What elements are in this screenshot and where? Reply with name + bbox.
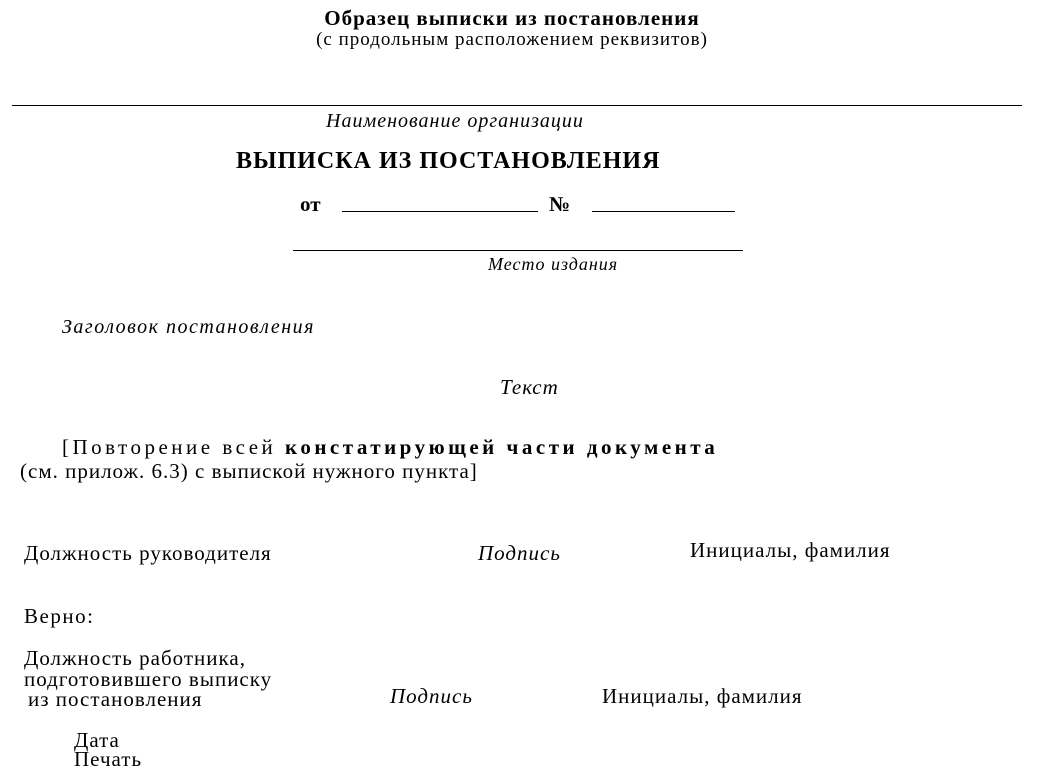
certification-label: Верно: [24, 604, 95, 628]
body-note-bold: констатирующей части документа [285, 435, 719, 459]
date-blank-line [342, 211, 538, 212]
place-caption: Место издания [488, 254, 619, 274]
manager-signature: Подпись [478, 541, 561, 565]
date-label: от [300, 192, 321, 216]
preparer-position-line2: подготовившего выписку [24, 667, 273, 691]
certification-stamp: Печать [74, 747, 143, 771]
sample-title: Образец выписки из постановления [324, 6, 700, 30]
number-blank-line [592, 211, 735, 212]
body-note-normal: [Повторение всей [62, 435, 285, 459]
heading-caption: Заголовок постановления [62, 316, 315, 338]
preparer-position-line1: Должность работника, [24, 646, 246, 670]
sample-subtitle: (с продольным расположением реквизитов) [316, 29, 708, 50]
organization-line [12, 105, 1022, 106]
place-line [293, 250, 743, 251]
body-note-line2: (см. прилож. 6.3) с выпиской нужного пункта] [20, 459, 478, 483]
body-note-line1 [62, 435, 718, 460]
preparer-position-line3: из постановления [28, 687, 203, 711]
document-type-title: ВЫПИСКА ИЗ ПОСТАНОВЛЕНИЯ [236, 148, 661, 174]
manager-position: Должность руководителя [24, 541, 272, 565]
number-label: № [549, 192, 571, 216]
preparer-initials: Инициалы, фамилия [602, 684, 803, 708]
manager-initials: Инициалы, фамилия [690, 538, 891, 562]
organization-caption: Наименование организации [326, 110, 584, 132]
text-caption: Текст [500, 375, 559, 399]
preparer-signature: Подпись [390, 684, 473, 708]
certification-date: Дата [74, 728, 120, 752]
